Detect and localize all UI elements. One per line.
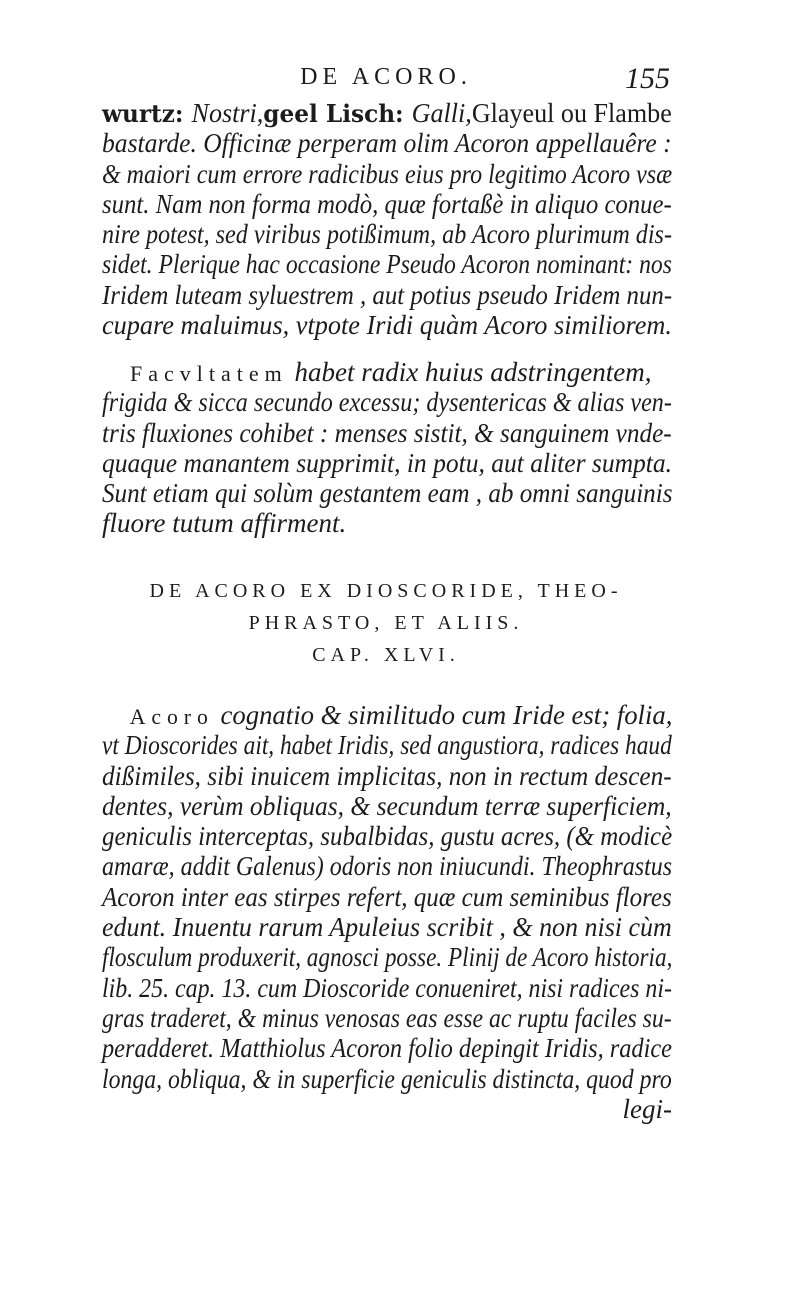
roman-word: Glayeul ou Flambe [471, 98, 672, 128]
text-line-rest: habet radix huius adstringentem, [287, 357, 652, 387]
text-line: frigida & sicca secundo excessu; dysentericas & alias ven- [102, 387, 672, 418]
lead-word: Acoro [129, 704, 214, 729]
text-line [102, 357, 672, 387]
text-line [102, 98, 672, 128]
text-line: tris fluxiones cohibet : menses sistit, & sanguinem vnde- [102, 417, 672, 448]
text-line: & maiori cum errore radicibus eius pro legitimo Acoro vsæ [102, 158, 673, 189]
text-line: dentes, verùm obliquas, & secundum terræ superficiem, [102, 790, 672, 821]
italic-word: Galli, [411, 98, 472, 128]
paragraph-acoro [102, 700, 672, 1124]
chapter-heading-line: DE ACORO EX DIOSCORIDE, THEO- [149, 580, 623, 602]
running-head: DE ACORO. [300, 64, 472, 90]
text-line: fluore tutum affirment. [102, 508, 347, 539]
page-number: 155 [625, 62, 670, 95]
text-line: bastarde. Officinæ perperam olim Acoron appellauêre : [102, 128, 672, 159]
blackletter-word: geel Lisch: [263, 99, 412, 128]
text-line: peradderet. Matthiolus Acoron folio depingit Iridis, radice [102, 1033, 672, 1064]
paragraph-synonyms [102, 98, 672, 340]
chapter-number: CAP. XLVI. [312, 644, 460, 666]
text-line: amaræ, addit Galenus) odoris non iniucundi. Theophrastus [102, 851, 673, 882]
chapter-heading [102, 575, 670, 671]
text-line: Acoron inter eas stirpes refert, quæ cum seminibus flores [102, 881, 672, 912]
paragraph-facultatem [102, 357, 672, 539]
text-line-rest: cognatio & similitudo cum Iride est; folia, [213, 700, 673, 730]
italic-word: Nostri, [191, 98, 264, 128]
text-line: quaque manantem supprimit, in potu, aut aliter sumpta. [102, 447, 673, 478]
text-line: edunt. Inuentu rarum Apuleius scribit , & non nisi cùm [102, 912, 672, 943]
catchword: legi- [622, 1093, 672, 1124]
text-line: sidet. Plerique hac occasione Pseudo Acoron nominant: nos [102, 249, 672, 280]
text-line: cupare maluimus, vtpote Iridi quàm Acoro similiorem. [102, 310, 672, 341]
text-line: geniculis interceptas, subalbidas, gustu acres, (& modicè [102, 821, 673, 852]
text-line: dißimiles, sibi inuicem implicitas, non in rectum descen- [102, 760, 672, 791]
text-line: nire potest, sed viribus potißimum, ab Acoro plurimum dis- [102, 219, 672, 250]
blackletter-word: wurtz: [102, 99, 192, 128]
text-line: sunt. Nam non forma modò, quæ fortaßè in aliquo conue- [102, 188, 672, 219]
text-line [102, 700, 673, 730]
text-line: Sunt etiam qui solùm gestantem eam , ab omni sanguinis [102, 478, 673, 509]
text-line: vt Dioscorides ait, habet Iridis, sed angustiora, radices haud [102, 730, 672, 761]
lead-word: Facvltatem [130, 361, 288, 386]
chapter-heading-line: PHRASTO, ET ALIIS. [248, 612, 524, 634]
text-line: longa, obliqua, & in superficie geniculis distincta, quod pro [102, 1063, 672, 1094]
text-line: lib. 25. cap. 13. cum Dioscoride conueniret, nisi radices ni- [102, 972, 672, 1003]
page-header [102, 62, 670, 98]
text-line: gras traderet, & minus venosas eas esse ac ruptu faciles su- [102, 1002, 672, 1033]
text-line: Iridem luteam syluestrem , aut potius pseudo Iridem nun- [102, 279, 673, 310]
text-line: flosculum produxerit, agnosci posse. Plinij de Acoro historia, [102, 942, 673, 973]
